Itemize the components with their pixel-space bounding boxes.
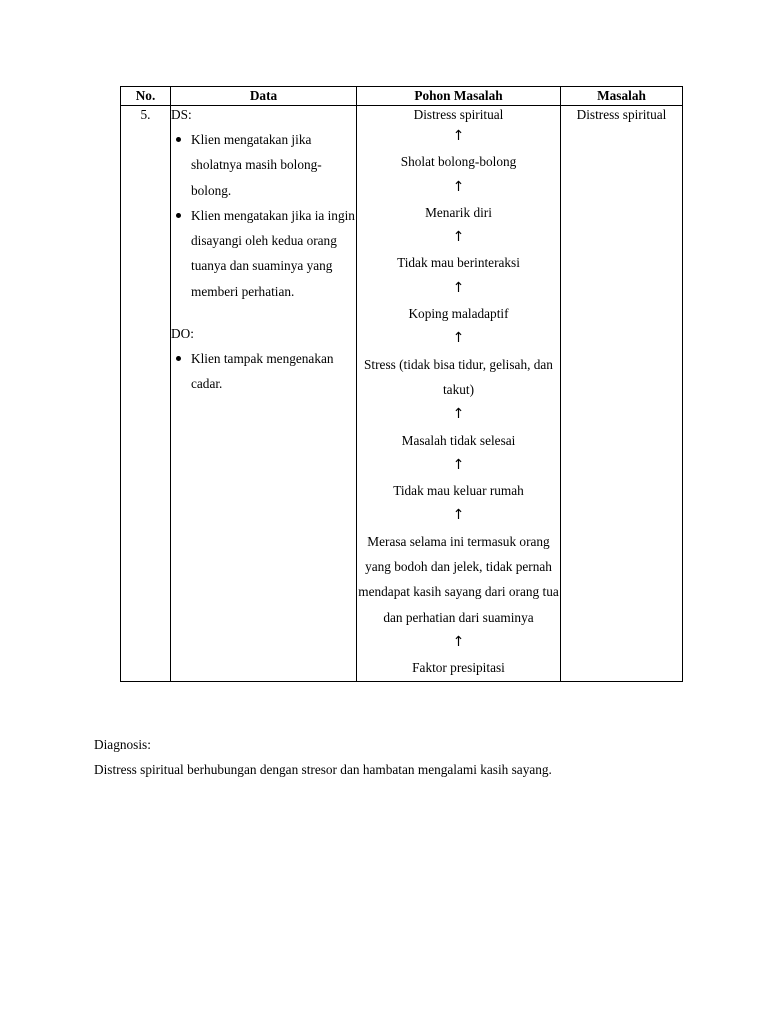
up-arrow-icon: ↑: [452, 507, 465, 524]
up-arrow-icon: ↑: [452, 330, 465, 347]
tree-node: Tidak mau berinteraksi: [397, 255, 520, 271]
masalah-cell: Distress spiritual: [561, 106, 683, 682]
diagnosis-label: Diagnosis:: [94, 737, 151, 752]
up-arrow-icon: ↑: [452, 229, 465, 246]
do-item: Klien tampak mengenakan cadar.: [171, 346, 356, 397]
header-pohon-masalah: Pohon Masalah: [357, 87, 561, 106]
table-header-row: [121, 87, 683, 106]
ds-label: DS:: [171, 107, 192, 122]
row-number: 5.: [121, 106, 171, 682]
up-arrow-icon: ↑: [452, 128, 465, 144]
header-data: Data: [171, 87, 357, 106]
tree-node: Koping maladaptif: [408, 306, 509, 322]
header-no: No.: [121, 87, 171, 106]
up-arrow-icon: ↑: [452, 456, 465, 473]
ds-item: Klien mengatakan jika ia ingin disayangi oleh kedua orang tuanya dan suaminya yang memberi perhatian.: [171, 203, 356, 304]
up-arrow-icon: ↑: [452, 279, 465, 296]
table-row: [121, 106, 683, 682]
tree-node: Distress spiritual: [413, 107, 504, 122]
diagnosis-text: Distress spiritual berhubungan dengan stresor dan hambatan mengalami kasih sayang.: [94, 762, 552, 777]
ds-item: Klien mengatakan jika sholatnya masih bolong-bolong.: [171, 127, 356, 203]
tree-node: Tidak mau keluar rumah: [393, 483, 524, 499]
tree-node: Masalah tidak selesai: [401, 432, 516, 448]
data-cell: [171, 106, 357, 682]
problem-tree-table: [120, 86, 683, 682]
do-label: DO:: [171, 326, 194, 342]
tree-node: Faktor presipitasi: [412, 660, 505, 676]
tree-node: Sholat bolong-bolong: [400, 154, 517, 170]
up-arrow-icon: ↑: [452, 406, 465, 423]
up-arrow-icon: ↑: [452, 178, 465, 195]
tree-node: Merasa selama ini termasuk orang yang bodoh dan jelek, tidak pernah mendapat kasih sayang dari orang tua dan perhatian dari suaminya: [358, 533, 559, 625]
tree-node: Stress (tidak bisa tidur, gelisah, dan takut): [364, 356, 553, 397]
tree-node: Menarik diri: [425, 204, 492, 220]
ds-list: [171, 127, 356, 304]
pohon-masalah-cell: [357, 106, 561, 682]
up-arrow-icon: ↑: [452, 633, 465, 650]
do-list: [171, 346, 356, 397]
header-masalah: Masalah: [561, 87, 683, 106]
